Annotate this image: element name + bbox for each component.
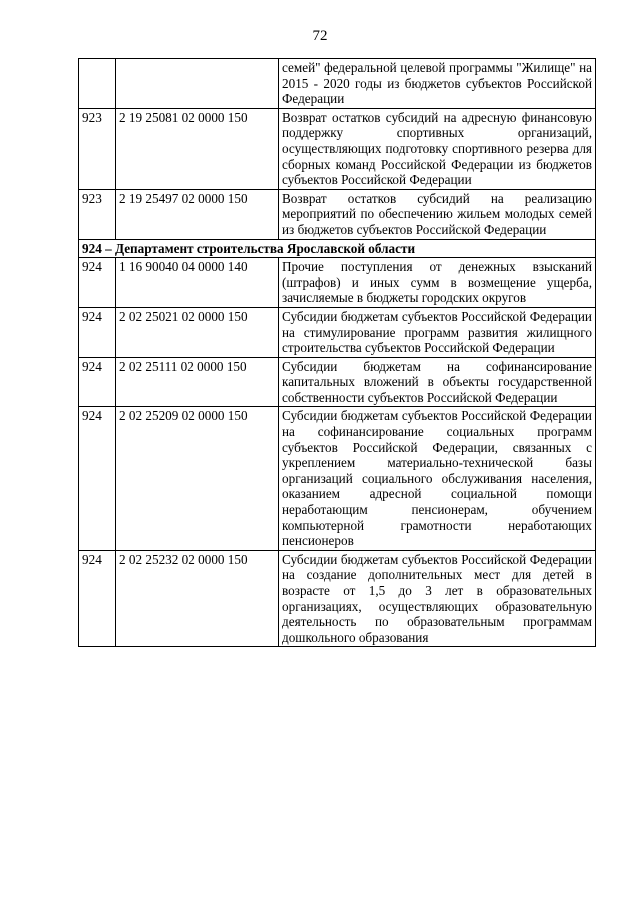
kbk-code-cell: 2 02 25232 02 0000 150 <box>116 550 279 647</box>
kbk-code-cell: 2 19 25497 02 0000 150 <box>116 189 279 239</box>
admin-code-cell: 923 <box>79 108 116 189</box>
table-row <box>79 357 596 407</box>
admin-code-cell: 924 <box>79 357 116 407</box>
table-row <box>79 307 596 357</box>
admin-code-cell <box>79 59 116 109</box>
kbk-code-cell: 2 02 25111 02 0000 150 <box>116 357 279 407</box>
income-name-cell: Возврат остатков субсидий на адресную финансовую поддержку спортивных организаций, осуществляющих подготовку спортивного резерва для сборных команд Российской Федерации из бюджетов субъектов Российской Федерации <box>279 108 596 189</box>
income-name-cell: Субсидии бюджетам субъектов Российской Федерации на стимулирование программ развития жилищного строительства субъектов Российской Федерации <box>279 307 596 357</box>
budget-classification-table <box>78 58 596 647</box>
table-body <box>79 59 596 647</box>
income-name-cell: Субсидии бюджетам на софинансирование капитальных вложений в объекты государственной собственности субъектов Российской Федерации <box>279 357 596 407</box>
income-name-cell: семей" федеральной целевой программы "Жилище" на 2015 - 2020 годы из бюджетов субъектов Российской Федерации <box>279 59 596 109</box>
table-row <box>79 407 596 550</box>
table-row <box>79 108 596 189</box>
kbk-code-cell: 1 16 90040 04 0000 140 <box>116 258 279 308</box>
admin-code-cell: 924 <box>79 258 116 308</box>
department-header: 924 – Департамент строительства Ярославской области <box>79 239 596 258</box>
table-row <box>79 258 596 308</box>
kbk-code-cell <box>116 59 279 109</box>
income-name-cell: Субсидии бюджетам субъектов Российской Федерации на создание дополнительных мест для детей в возрасте от 1,5 до 3 лет в образовательных организациях, осуществляющих образовательную деятельность по образовательным программам дошкольного образования <box>279 550 596 647</box>
admin-code-cell: 923 <box>79 189 116 239</box>
kbk-code-cell: 2 02 25209 02 0000 150 <box>116 407 279 550</box>
table-row <box>79 189 596 239</box>
table-row <box>79 550 596 647</box>
page-number: 72 <box>312 28 328 44</box>
income-name-cell: Субсидии бюджетам субъектов Российской Федерации на софинансирование социальных программ субъектов Российской Федерации, связанных с укреплением материально-технической базы организаций социального обслуживания населения, оказанием адресной социальной помощи неработающим пенсионерам, обучением компьютерной грамотности неработающих пенсионеров <box>279 407 596 550</box>
table-row <box>79 59 596 109</box>
income-name-cell: Прочие поступления от денежных взысканий (штрафов) и иных сумм в возмещение ущерба, зачисляемые в бюджеты городских округов <box>279 258 596 308</box>
admin-code-cell: 924 <box>79 550 116 647</box>
admin-code-cell: 924 <box>79 407 116 550</box>
income-name-cell: Возврат остатков субсидий на реализацию мероприятий по обеспечению жильем молодых семей из бюджетов субъектов Российской Федерации <box>279 189 596 239</box>
kbk-code-cell: 2 19 25081 02 0000 150 <box>116 108 279 189</box>
department-header-row <box>79 239 596 258</box>
kbk-code-cell: 2 02 25021 02 0000 150 <box>116 307 279 357</box>
admin-code-cell: 924 <box>79 307 116 357</box>
